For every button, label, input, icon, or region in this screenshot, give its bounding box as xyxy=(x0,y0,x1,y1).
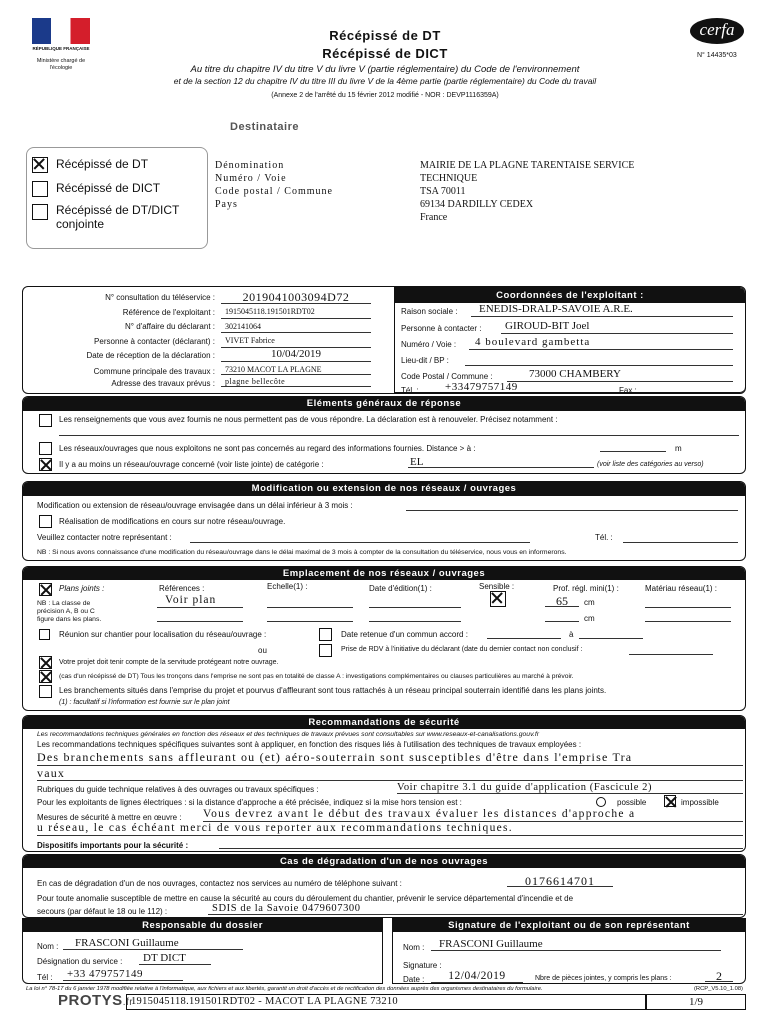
date-retenue-input[interactable] xyxy=(487,630,561,639)
consult-labels xyxy=(23,291,215,389)
page-number: 1/9 xyxy=(646,994,746,1010)
opt-dict-label: Récépissé de DICT xyxy=(56,181,161,195)
echelle-input-2[interactable] xyxy=(267,612,353,622)
no-response-checkbox[interactable] xyxy=(39,414,52,427)
annex-note: (Annexe 2 de l'arrêté du 15 février 2012 modifié - NOR : DEVP1116359A) xyxy=(271,92,499,99)
modif-delay-input[interactable] xyxy=(406,501,738,511)
contact-rep-label: Veuillez contacter notre représentant : xyxy=(37,533,172,542)
subtitle-1: Au titre du chapitre IV du titre V du livre V (partie réglementaire) du Code de l'environnement xyxy=(190,64,580,75)
ou-label: ou xyxy=(258,646,267,655)
degradation-heading: Cas de dégradation d'un de nos ouvrages xyxy=(23,855,745,868)
reunion-checkbox[interactable] xyxy=(319,628,332,641)
facultatif-note: (1) : facultatif si l'information est fournie sur le plan joint xyxy=(59,699,230,706)
destinataire-panel xyxy=(26,141,746,251)
anomalie-label: Pour toute anomalie susceptible de mettre en cause la sécurité au cours du déroulement du chantier, prévenir le service départemental d'incendie et de xyxy=(37,894,574,903)
consult-value-5[interactable]: 73210 MACOT LA PLAGNE xyxy=(221,362,371,375)
reco-hw-1[interactable]: Des branchements sans affleurant ou (et) aéro-souterrain sont susceptibles d'être dans l'emprise Tra xyxy=(37,750,743,766)
reco-specific: Les recommandations techniques spécifiques suivantes sont à appliquer, en fonction des risques liés à l'utilisation des techniques de travaux employées : xyxy=(37,740,582,749)
opt-dt-checkbox[interactable] xyxy=(32,157,48,173)
cerfa-number: N° 14435*03 xyxy=(697,52,737,59)
distance-input[interactable] xyxy=(600,441,666,452)
echelle-input[interactable] xyxy=(267,598,353,608)
consult-label-4: Date de réception de la déclaration : xyxy=(86,351,215,361)
date-retenue-label: Date retenue d'un commun accord : xyxy=(341,630,468,639)
guide-label: Rubriques du guide technique relatives à des ouvrages ou travaux spécifiques : xyxy=(37,785,319,794)
modification-panel xyxy=(22,481,746,561)
republic-label: RÉPUBLIQUE FRANÇAISE xyxy=(32,46,90,51)
materiau-header: Matériau réseau(1) : xyxy=(645,584,718,593)
consult-value-2[interactable]: 302141064 xyxy=(221,319,371,334)
raison-label: Raison sociale : xyxy=(401,307,458,316)
servitude-label: Votre projet doit tenir compte de la servitude protégeant notre ouvrage. xyxy=(59,659,279,666)
version-label: (RCP_V5.10_1.08) xyxy=(694,986,743,992)
fax-value[interactable] xyxy=(647,381,733,394)
opt-conjointe-label: Récépissé de DT/DICT conjointe xyxy=(56,203,180,231)
possible-label: possible xyxy=(617,798,647,807)
servitude-checkbox[interactable] xyxy=(39,656,52,669)
possible-radio[interactable] xyxy=(596,797,606,807)
prof-header: Prof. régl. mini(1) : xyxy=(553,584,619,593)
signature-panel xyxy=(392,918,746,984)
elec-label: Pour les exploitants de lignes électriques : si la distance d'approche a été précisée, indiquez si la mise hors tension est : xyxy=(37,798,462,807)
resp-nom-value[interactable]: FRASCONI Guillaume xyxy=(63,937,243,950)
materiau-input-2[interactable] xyxy=(645,612,731,622)
degradation-panel xyxy=(22,854,746,918)
reco-general: Les recommandations techniques générales en fonction des réseaux et des techniques de travaux prévues sont consultables sur www.reseaux-et-canalisations.gouv.fr xyxy=(37,731,539,738)
consult-label-1: Référence de l'exploitant : xyxy=(122,307,215,317)
date-retenue-time[interactable] xyxy=(579,630,643,639)
contact-rep-tel-label: Tél. : xyxy=(595,533,613,542)
sig-date-label: Date : xyxy=(403,975,425,984)
dest-label-voie: Numéro / Voie xyxy=(215,173,287,184)
reunion-icon xyxy=(39,629,50,640)
consult-label-6: Adresse des travaux prévus : xyxy=(111,378,215,388)
rdv-checkbox[interactable] xyxy=(319,644,332,657)
sig-pieces-value[interactable]: 2 xyxy=(705,969,733,982)
concerned-checkbox[interactable] xyxy=(39,458,52,471)
mesures-line-2[interactable]: u réseau, le cas échéant merci de vous reporter aux recommandations techniques. xyxy=(37,822,743,836)
protys-logo xyxy=(58,992,133,1009)
consult-values xyxy=(221,290,371,387)
recommandations-heading: Recommandations de sécurité xyxy=(23,716,745,729)
lieu-value[interactable] xyxy=(465,352,733,366)
signature-heading: Signature de l'exploitant ou de son représentant xyxy=(393,919,745,932)
dest-value-2: TECHNIQUE xyxy=(420,173,478,184)
dest-values xyxy=(420,159,634,224)
sig-date-value[interactable]: 12/04/2019 xyxy=(431,970,523,983)
sensible-checkbox[interactable] xyxy=(490,591,506,607)
responsable-heading: Responsable du dossier xyxy=(23,919,382,932)
dest-value-3: TSA 70011 xyxy=(420,186,466,197)
voie-label: Numéro / Voie : xyxy=(401,340,457,349)
precision-nb: NB : La classe de précision A, B ou C figure dans les plans. xyxy=(37,600,102,623)
resp-service-value[interactable]: DT DICT xyxy=(139,952,211,965)
no-response-details[interactable] xyxy=(59,426,739,436)
sig-nom-value[interactable]: FRASCONI Guillaume xyxy=(431,938,721,951)
dest-value-1: MAIRIE DE LA PLAGNE TARENTAISE SERVICE xyxy=(420,160,635,171)
dest-label-denomination: Dénomination xyxy=(215,160,285,171)
protys-name: PROTYS xyxy=(58,992,123,1009)
resp-tel-label: Tél : xyxy=(37,973,53,982)
category-value[interactable]: EL xyxy=(408,456,594,468)
consult-label-3: Personne à contacter (déclarant) : xyxy=(94,336,215,346)
contact-rep-input[interactable] xyxy=(190,533,530,543)
impossible-checkbox[interactable] xyxy=(664,795,676,807)
resp-tel-value[interactable]: +33 479757149 xyxy=(63,968,183,981)
emplacement-heading: Emplacement de nos réseaux / ouvrages xyxy=(23,567,745,580)
dest-value-5: France xyxy=(420,212,448,223)
modif-in-progress-checkbox[interactable] xyxy=(39,515,52,528)
echelle-header: Echelle(1) : xyxy=(267,582,308,591)
classe-a-label: (cas d'un récépissé de DT) Tous les tronçons dans l'emprise ne sont pas en totalité de classe A : investigations complémentaires ou clauses particulières au marché à prévoir. xyxy=(59,673,574,680)
date-edition-header: Date d'édition(1) : xyxy=(369,584,432,593)
dispositifs-input[interactable] xyxy=(219,840,743,849)
modification-heading: Modification ou extension de nos réseaux / ouvrages xyxy=(23,482,745,496)
page-title-dt: Récépissé de DT xyxy=(329,28,441,43)
category-note: (voir liste des catégories au verso) xyxy=(597,461,704,468)
reco-hw-2[interactable]: vaux xyxy=(37,766,743,781)
dest-value-4: 69134 DARDILLY CEDEX xyxy=(420,199,534,210)
concerned-label: Il y a au moins un réseau/ouvrage concerné (voir liste jointe) de catégorie : xyxy=(59,460,324,469)
dest-label-pays: Pays xyxy=(215,199,238,210)
date-edition-input-2[interactable] xyxy=(369,612,461,622)
opt-dict-checkbox[interactable] xyxy=(32,181,48,197)
guide-value[interactable]: Voir chapitre 3.1 du guide d'application (Fascicule 2) xyxy=(397,782,743,794)
elements-heading: Eléments généraux de réponse xyxy=(23,397,745,411)
prof-value[interactable]: 65 xyxy=(545,594,579,607)
date-edition-input[interactable] xyxy=(369,598,461,608)
rdv-input[interactable] xyxy=(629,646,713,655)
branchements-checkbox[interactable] xyxy=(39,685,52,698)
prof-unit-2: cm xyxy=(584,614,595,623)
consult-value-4[interactable]: 10/04/2019 xyxy=(221,348,371,363)
dest-labels xyxy=(215,159,333,211)
consult-value-0[interactable]: 2019041003094D72 xyxy=(221,290,371,304)
date-retenue-a: à xyxy=(569,630,574,639)
lieu-label: Lieu-dit / BP : xyxy=(401,356,449,365)
resp-service-label: Désignation du service : xyxy=(37,957,123,966)
opt-conjointe-checkbox[interactable] xyxy=(32,204,48,220)
prof-value-2[interactable] xyxy=(545,612,579,622)
consult-label-2: N° d'affaire du déclarant : xyxy=(125,322,215,332)
ref-value-2[interactable] xyxy=(157,612,243,622)
impossible-label: impossible xyxy=(681,798,719,807)
raison-value[interactable]: ENEDIS-DRALP-SAVOIE A.R.E. xyxy=(471,303,733,317)
plans-label: Plans joints : xyxy=(59,584,105,593)
subtitle-2: et de la section 12 du chapitre IV du titre III du livre V de la 4ème partie (partie réglementaire) du Code du travail xyxy=(173,76,597,86)
not-concerned-checkbox[interactable] xyxy=(39,442,52,455)
cerfa-logo xyxy=(690,18,744,44)
contact-value[interactable]: GIROUD-BIT Joel xyxy=(501,320,733,334)
page-title-dict: Récépissé de DICT xyxy=(322,46,448,61)
reunion-label: Réunion sur chantier pour localisation du réseau/ouvrage : xyxy=(59,630,267,639)
ministry-label: Ministère chargé de l'écologie xyxy=(36,58,86,71)
consult-value-3[interactable]: VIVET Fabrice xyxy=(221,333,371,348)
tel-label: Tél. : xyxy=(401,386,419,394)
no-response-label: Les renseignements que vous avez fournis ne nous permettent pas de vous répondre. La déclaration est à renouveler. Précisez notamment : xyxy=(59,415,558,424)
consultation-panel xyxy=(22,286,746,394)
sig-label: Signature : xyxy=(403,961,442,970)
branchements-label: Les branchements situés dans l'emprise du projet et pourvus d'affleurant sont tous rattachés à un réseau principal souterrain identifié dans les plans joints. xyxy=(59,686,607,695)
rdv-label: Prise de RDV à l'initiative du déclarant (date du dernier contact non conclusif : xyxy=(341,646,583,653)
mesures-line-1[interactable]: Vous devrez avant le début des travaux évaluer les distances d'approche a xyxy=(203,808,743,822)
prof-unit: cm xyxy=(584,598,595,607)
responsable-panel xyxy=(22,918,383,984)
modif-nb: NB : Si nous avons connaissance d'une modification du réseau/ouvrage dans le délai maximal de 3 mois à compter de la consultation du téléservice, nous vous en informerons. xyxy=(37,549,567,556)
consult-value-6[interactable]: plagne bellecôte xyxy=(221,375,371,387)
footer-ref: 1915045118.191501RDT02 - MACOT LA PLAGNE 73210 xyxy=(126,994,646,1010)
cp-label: Code Postal / Commune : xyxy=(401,372,493,381)
recommandations-panel xyxy=(22,715,746,852)
cp-value[interactable]: 73000 CHAMBERY xyxy=(507,368,733,382)
plans-checkbox[interactable] xyxy=(39,583,52,596)
ref-value[interactable]: Voir plan xyxy=(157,594,243,608)
mesures-label: Mesures de sécurité à mettre en œuvre : xyxy=(37,813,182,822)
materiau-input[interactable] xyxy=(645,598,731,608)
sensible-header: Sensible : xyxy=(479,582,515,591)
exploitant-box xyxy=(394,287,746,393)
cerfa-label: cerfa xyxy=(699,20,735,39)
sig-nom-label: Nom : xyxy=(403,943,425,952)
protys-tld: .fr xyxy=(122,997,134,1008)
elements-panel xyxy=(22,396,746,474)
destinataire-heading: Destinataire xyxy=(230,121,299,133)
sig-pieces-label: Nbre de pièces jointes, y compris les plans : xyxy=(535,975,672,982)
refs-header: Références : xyxy=(159,584,205,593)
fax-label: Fax : xyxy=(619,386,637,394)
dest-label-cp: Code postal / Commune xyxy=(215,186,333,197)
consult-label-0: N° consultation du téléservice : xyxy=(105,293,215,302)
modif-delay-label: Modification ou extension de réseau/ouvrage envisagée dans un délai inférieur à 3 mois : xyxy=(37,501,353,510)
classe-a-checkbox[interactable] xyxy=(39,670,52,683)
dispositifs-label: Dispositifs importants pour la sécurité : xyxy=(37,841,189,850)
emplacement-panel xyxy=(22,566,746,711)
distance-unit: m xyxy=(675,444,682,453)
degradation-phone[interactable]: 0176614701 xyxy=(507,874,613,887)
consult-value-1[interactable]: 1915045118.191501RDT02 xyxy=(221,304,371,319)
law-note: La loi n° 78-17 du 6 janvier 1978 modifiée relative à l'informatique, aux fichiers et aux libertés, garantit un droit d'accès et de rectification des données auprès des organismes destinataires du formulaire. xyxy=(26,986,543,992)
secours-label: secours (par défaut le 18 ou le 112) : xyxy=(37,907,168,916)
opt-dt-label: Récépissé de DT xyxy=(56,157,149,171)
modif-in-progress-label: Réalisation de modifications en cours sur notre réseau/ouvrage. xyxy=(59,517,286,526)
contact-rep-tel-input[interactable] xyxy=(623,533,738,543)
degradation-phone-label: En cas de dégradation d'un de nos ouvrages, contactez nos services au numéro de téléphone suivant : xyxy=(37,879,402,888)
resp-nom-label: Nom : xyxy=(37,942,59,951)
voie-value[interactable]: 4 boulevard gambetta xyxy=(469,336,733,350)
contact-label: Personne à contacter : xyxy=(401,324,482,333)
sdis-value[interactable]: SDIS de la Savoie 0479607300 xyxy=(208,903,743,915)
consult-label-5: Commune principale des travaux : xyxy=(93,366,215,376)
not-concerned-label: Les réseaux/ouvrages que nous exploitons ne sont pas concernés au regard des informations fournies. Distance > à : xyxy=(59,444,476,453)
exploitant-heading: Coordonnées de l'exploitant : xyxy=(395,288,745,303)
tel-value[interactable]: +33479757149 xyxy=(425,381,565,394)
